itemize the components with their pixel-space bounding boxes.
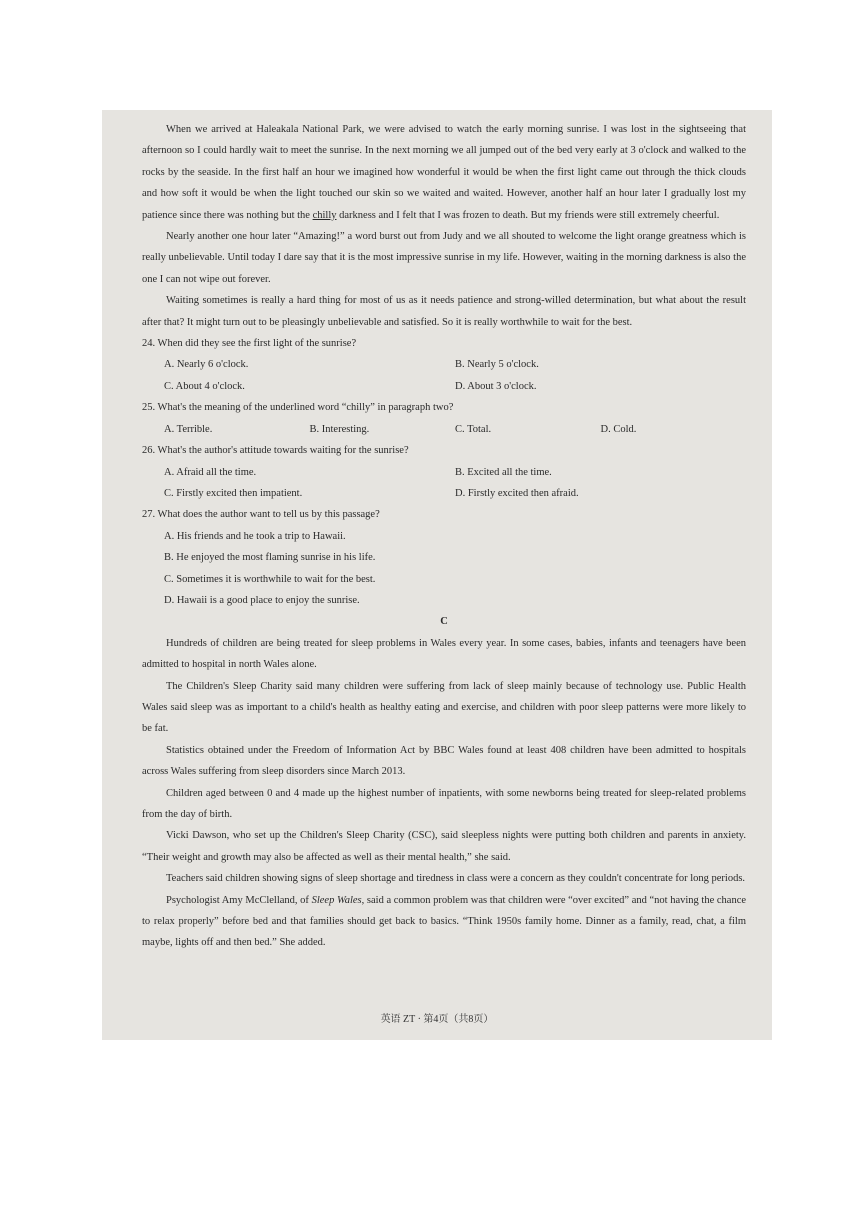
passage-c-paragraph-4: Children aged between 0 and 4 made up the highest number of inpatients, with some newborns being treated for sleep-related problems from the day of birth. <box>142 787 746 820</box>
option-25-a: A. Terrible. <box>164 423 213 435</box>
option-25-c: C. Total. <box>455 423 492 435</box>
passage-b-paragraph-2: Nearly another one hour later “Amazing!” a word burst out from Judy and we all shouted to welcome the light orange greatness which is really unbelievable. Until today I dare say that it is the most impressive sunrise in my life. However, waiting in the morning darkness is also the one I can not wipe out forever. <box>142 231 746 285</box>
option-24-a: A. Nearly 6 o'clock. <box>164 359 249 371</box>
passage-c-paragraph-5: Vicki Dawson, who set up the Children's Sleep Charity (CSC), said sleepless nights were putting both children and parents in anxiety. “Their weight and growth may also be affected as well as their mental health,” she said. <box>142 830 746 863</box>
passage-c-paragraph-7: Psychologist Amy McClelland, of Sleep Wales, said a common problem was that children were “over excited” and “not having the chance to relax properly” before bed and that families should get back to basics. “Think 1950s family home. Dinner as a family, read, chat, a film maybe, lights off and then bed.” She added. <box>142 894 747 949</box>
underlined-word-chilly: chilly <box>312 209 337 221</box>
option-26-a: A. Afraid all the time. <box>164 466 257 478</box>
option-25-b: B. Interesting. <box>309 423 370 435</box>
question-27-options <box>142 526 746 612</box>
question-26-options <box>142 462 746 505</box>
page-footer: 英语 ZT · 第4页（共8页） <box>380 1013 494 1025</box>
question-25-stem: 25. What's the meaning of the underlined word “chilly” in paragraph two? <box>142 402 454 414</box>
question-24-stem: 24. When did they see the first light of the sunrise? <box>142 338 357 350</box>
option-26-d: D. Firstly excited then afraid. <box>455 487 579 499</box>
question-27-stem: 27. What does the author want to tell us by this passage? <box>142 509 380 521</box>
passage-c-paragraph-3: Statistics obtained under the Freedom of Information Act by BBC Wales found at least 408 children have been admitted to hospitals across Wales suffering from sleep disorders since March 2013. <box>142 744 746 778</box>
passage-c-paragraph-1: Hundreds of children are being treated for sleep problems in Wales every year. In some cases, babies, infants and teenagers have been admitted to hospital in north Wales alone. <box>142 637 746 671</box>
question-25-options <box>142 419 746 440</box>
exam-page <box>102 110 772 1040</box>
option-26-c: C. Firstly excited then impatient. <box>164 487 303 499</box>
question-26-stem: 26. What's the author's attitude towards waiting for the sunrise? <box>142 445 409 457</box>
option-27-c: C. Sometimes it is worthwhile to wait for the best. <box>164 573 376 585</box>
passage-c-paragraph-6: Teachers said children showing signs of sleep shortage and tiredness in class were a concern as they couldn't concentrate for long periods. <box>166 873 746 885</box>
question-24-options <box>142 354 746 397</box>
sleep-wales-name: Sleep Wales <box>311 894 362 906</box>
option-24-d: D. About 3 o'clock. <box>455 380 537 392</box>
option-25-d: D. Cold. <box>600 423 637 435</box>
option-24-b: B. Nearly 5 o'clock. <box>455 359 539 371</box>
option-27-b: B. He enjoyed the most flaming sunrise in his life. <box>164 552 376 564</box>
passage-c-paragraph-2: The Children's Sleep Charity said many children were suffering from lack of sleep mainly because of technology use. Public Health Wales said sleep was as important to a child's health as healthy eating and exercise, and children with poor sleep patterns were more likely to be fat. <box>142 680 746 735</box>
option-27-d: D. Hawaii is a good place to enjoy the sunrise. <box>164 594 360 606</box>
passage-b-paragraph-1: When we arrived at Haleakala National Park, we were advised to watch the early morning sunrise. I was lost in the sightseeing that afternoon so I could hardly wait to meet the sunrise. In the next morning we all jumped out of the bed very early at 3 o'clock and walked to the rocks by the seaside. In the first half an hour we imagined how wonderful it would be when the first light came out through the thick clouds and how soft it would be when the light touched our skin so we waited and waited. However, another half an hour later I gradually lost my patience since there was nothing but the chilly darkness and I felt that I was frozen to death. But my friends were still extremely cheerful. <box>142 124 746 221</box>
option-24-c: C. About 4 o'clock. <box>164 380 245 392</box>
option-26-b: B. Excited all the time. <box>455 466 552 478</box>
passage-b-paragraph-3: Waiting sometimes is really a hard thing for most of us as it needs patience and strong-willed determination, but what about the result after that? It might turn out to be pleasingly unbelievable and satisfied. So it is really worthwhile to wait for the best. <box>142 295 746 328</box>
option-27-a: A. His friends and he took a trip to Hawaii. <box>164 530 346 542</box>
section-c-heading: C <box>440 616 448 628</box>
